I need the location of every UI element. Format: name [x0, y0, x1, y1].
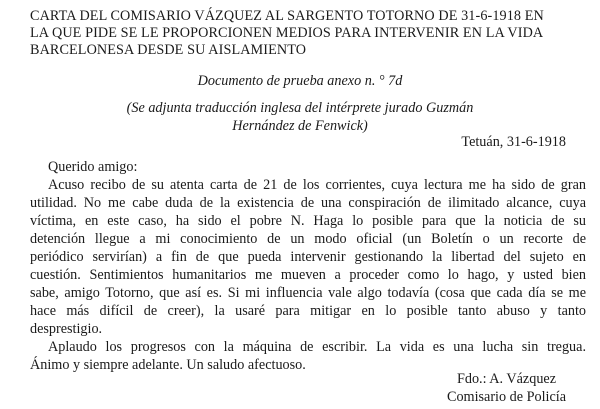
translation-note-line: (Se adjunta traducción inglesa del intérprete jurado Guzmán: [126, 100, 474, 116]
body-line: Aplaudo los progresos con la máquina de escribir. La vida es una lucha sin tregua.: [48, 339, 586, 355]
letter-body: [30, 176, 586, 374]
salutation-text: Querido amigo:: [48, 159, 138, 175]
body-line: periódico servirían) a fin de que pueda intervenir gestionando la libertad del sujeto en: [30, 249, 586, 265]
body-line: hace más difícil de creer), la usaré para mitigar en lo posible tanto abuso y tanto: [30, 303, 586, 319]
letter-title: [30, 8, 586, 58]
body-line: Ánimo y siempre adelante. Un saludo afectuoso.: [30, 357, 306, 373]
signature-name: Fdo.: A. Vázquez: [456, 371, 557, 387]
body-line: víctima, en este caso, ha sido el pobre N. Haga lo posible para que la noticia de su: [30, 213, 586, 229]
body-line: detención llegue a mi conocimiento de un modo oficial (un Boletín o un recorte de: [30, 231, 586, 247]
place-date: Tetuán, 31-6-1918: [461, 134, 566, 150]
body-line: desprestigio.: [30, 321, 103, 337]
title-line: BARCELONESA DESDE SU AISLAMIENTO: [30, 41, 307, 58]
salutation: [48, 158, 588, 176]
body-line: Acuso recibo de su atenta carta de 21 de los corrientes, cuya lectura me ha sido de gran: [48, 177, 586, 193]
signature-block: [447, 370, 566, 406]
body-line: utilidad. No me cabe duda de la existencia de una conspiración de ilimitado alcance, cuya: [30, 195, 586, 211]
title-line: CARTA DEL COMISARIO VÁZQUEZ AL SARGENTO TOTORNO DE 31-6-1918 EN: [30, 8, 544, 24]
title-line: LA QUE PIDE SE LE PROPORCIONEN MEDIOS PARA INTERVENIR EN LA VIDA: [30, 24, 544, 41]
translation-note-line: Hernández de Fenwick): [232, 118, 368, 134]
document-reference: Documento de prueba anexo n. ° 7d: [197, 73, 403, 89]
body-line: sabe, amigo Totorno, que así es. Si mi influencia vale algo todavía (cosa que cada día se me: [30, 285, 586, 301]
body-line: cuestión. Sentimientos humanitarios me mueven a proceder como lo hago, y usted bien: [30, 267, 586, 283]
signature-role: Comisario de Policía: [446, 389, 566, 405]
